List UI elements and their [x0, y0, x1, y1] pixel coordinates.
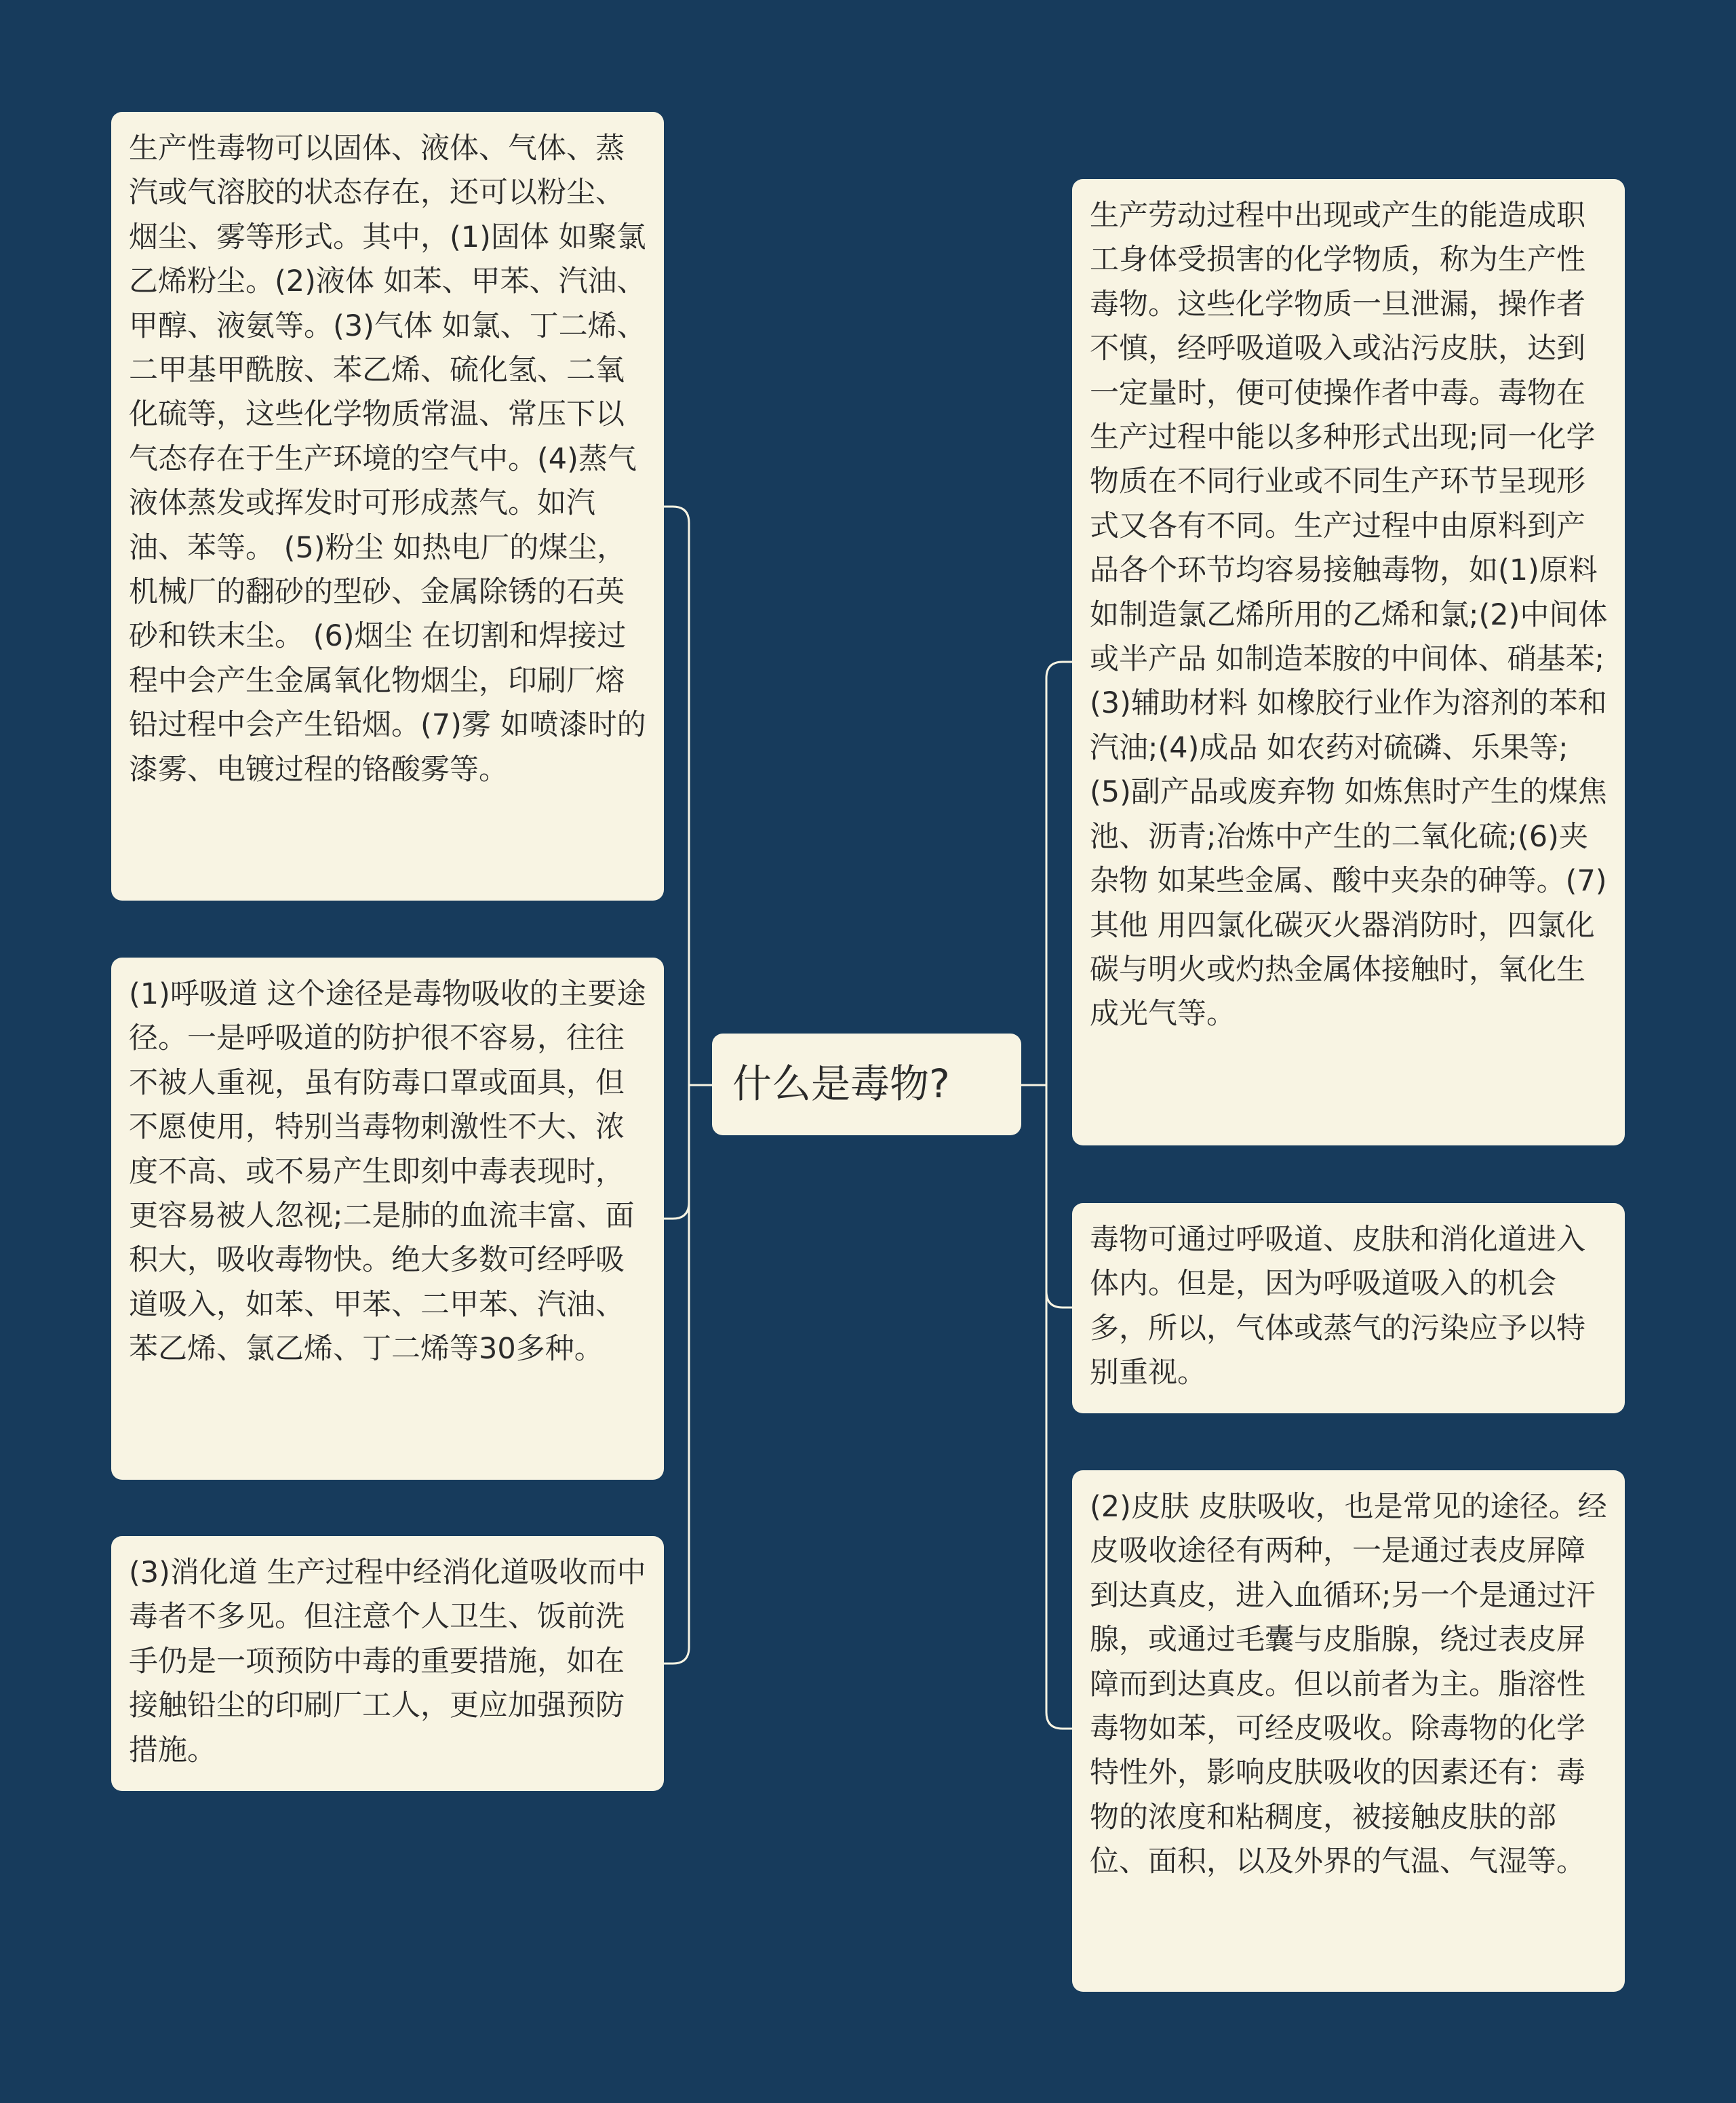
connector-right-2 — [1046, 1291, 1072, 1308]
right-node-entry-routes[interactable]: 毒物可通过呼吸道、皮肤和消化道进入体内。但是，因为呼吸道吸入的机会多，所以，气体或蒸气的污染应予以特别重视。 — [1072, 1203, 1625, 1413]
connector-right-trunk — [1046, 662, 1063, 1729]
left-node-digestive-route[interactable]: (3)消化道 生产过程中经消化道吸收而中毒者不多见。但注意个人卫生、饭前洗手仍是一项预防中毒的重要措施，如在接触铅尘的印刷厂工人，更应加强预防措施。 — [111, 1536, 664, 1791]
left-node-forms-of-toxins[interactable]: 生产性毒物可以固体、液体、气体、蒸汽或气溶胶的状态存在，还可以粉尘、烟尘、雾等形式。其中，(1)固体 如聚氯乙烯粉尘。(2)液体 如苯、甲苯、汽油、甲醇、液氨等。(3)气体 如氯、丁二烯、二甲基甲酰胺、苯乙烯、硫化氢、二氧化硫等，这些化学物质常温、常压下以气态存在于生产环境的空气中。(4)蒸气 液体蒸发或挥发时可形成蒸气。如汽油、苯等。 (5)粉尘 如热电厂的煤尘，机械厂的翻砂的型砂、金属除锈的石英砂和铁末尘。 (6)烟尘 在切割和焊接过程中会产生金属氧化物烟尘，印刷厂熔铅过程中会产生铅烟。(7)雾 如喷漆时的漆雾、电镀过程的铬酸雾等。 — [111, 112, 664, 901]
left-node-respiratory-route[interactable]: (1)呼吸道 这个途径是毒物吸收的主要途径。一是呼吸道的防护很不容易，往往不被人重视，虽有防毒口罩或面具，但不愿使用，特别当毒物刺激性不大、浓度不高、或不易产生即刻中毒表现时，更容易被人忽视;二是肺的血流丰富、面积大，吸收毒物快。绝大多数可经呼吸道吸入，如苯、甲苯、二甲苯、汽油、苯乙烯、氯乙烯、丁二烯等30多种。 — [111, 958, 664, 1480]
right-node-definition[interactable]: 生产劳动过程中出现或产生的能造成职工身体受损害的化学物质，称为生产性毒物。这些化学物质一旦泄漏，操作者不慎，经呼吸道吸入或沾污皮肤，达到一定量时，便可使操作者中毒。毒物在生产过程中能以多种形式出现;同一化学物质在不同行业或不同生产环节呈现形式又各有不同。生产过程中由原料到产品各个环节均容易接触毒物，如(1)原料 如制造氯乙烯所用的乙烯和氯;(2)中间体或半产品 如制造苯胺的中间体、硝基苯;(3)辅助材料 如橡胶行业作为溶剂的苯和汽油;(4)成品 如农药对硫磷、乐果等;(5)副产品或废弃物 如炼焦时产生的煤焦池、沥青;冶炼中产生的二氧化硫;(6)夹杂物 如某些金属、酸中夹杂的砷等。(7)其他 用四氯化碳灭火器消防时，四氯化碳与明火或灼热金属体接触时，氧化生成光气等。 — [1072, 179, 1625, 1145]
connector-left-2 — [664, 1202, 689, 1219]
root-node[interactable]: 什么是毒物? — [712, 1034, 1021, 1135]
right-node-skin-route[interactable]: (2)皮肤 皮肤吸收，也是常见的途径。经皮吸收途径有两种，一是通过表皮屏障到达真皮，进入血循环;另一个是通过汗腺，或通过毛囊与皮脂腺，绕过表皮屏障而到达真皮。但以前者为主。脂溶性毒物如苯，可经皮吸收。除毒物的化学特性外，影响皮肤吸收的因素还有：毒物的浓度和粘稠度，被接触皮肤的部位、面积，以及外界的气温、气湿等。 — [1072, 1470, 1625, 1992]
connector-left-trunk — [673, 507, 689, 1664]
